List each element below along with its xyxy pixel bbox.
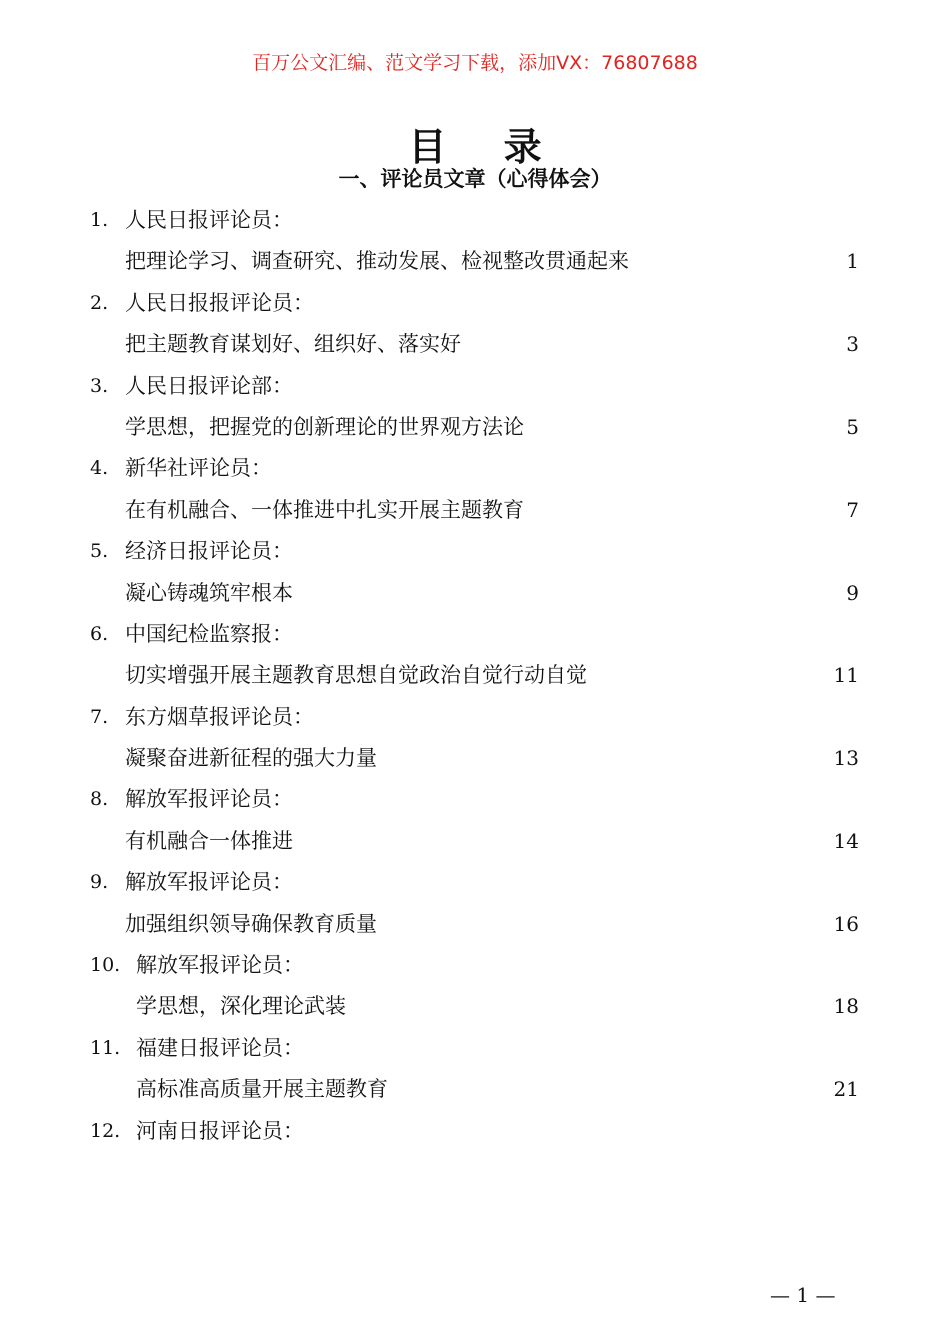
entry-title[interactable]: 有机融合一体推进: [125, 828, 293, 853]
entry-source: 人民日报评论员：: [125, 208, 293, 232]
entry-number: 9.: [90, 871, 109, 894]
entry-page: 9: [846, 580, 859, 605]
toc-title-line[interactable]: [0, 738, 950, 779]
entry-page: 3: [846, 332, 859, 357]
entry-source: 东方烟草报评论员：: [125, 704, 314, 729]
page-title: 目 录: [408, 125, 564, 169]
toc-source-line: [0, 779, 950, 820]
entry-number: 11.: [90, 1036, 121, 1059]
entry-page: 16: [833, 911, 859, 936]
entry-source: 中国纪检监察报：: [125, 621, 293, 646]
toc-title-line[interactable]: [0, 655, 950, 696]
entry-number: 7.: [90, 705, 109, 728]
toc-title-line[interactable]: [0, 573, 950, 614]
toc-source-line: [0, 366, 950, 407]
watermark-banner: 百万公文汇编、范文学习下载，添加VX：76807688: [252, 52, 698, 74]
entry-page: 1: [846, 249, 859, 274]
entry-page: 13: [833, 746, 859, 771]
entry-source: 解放军报评论员：: [136, 953, 304, 978]
toc-title-line[interactable]: [0, 986, 950, 1027]
toc-source-line: [0, 283, 950, 324]
toc-source-line: [0, 448, 950, 489]
toc-title-line[interactable]: [0, 324, 950, 365]
entry-number: 6.: [90, 622, 109, 645]
section-heading: 一、评论员文章（心得体会）: [338, 167, 612, 191]
toc-title-line[interactable]: [0, 241, 950, 282]
toc-source-line: [0, 614, 950, 655]
entry-source: 解放军报评论员：: [125, 787, 293, 812]
toc-title-line[interactable]: [0, 821, 950, 862]
entry-page: 5: [846, 414, 859, 439]
entry-title[interactable]: 高标准高质量开展主题教育: [136, 1077, 388, 1102]
entry-number: 3.: [90, 374, 109, 397]
entry-number: 12.: [90, 1119, 121, 1142]
toc-title-line[interactable]: [0, 490, 950, 531]
entry-title[interactable]: 凝聚奋进新征程的强大力量: [125, 746, 377, 771]
entry-title[interactable]: 学思想，深化理论武装: [136, 994, 346, 1019]
entry-source: 人民日报报评论员：: [125, 290, 314, 315]
toc-source-line: [0, 697, 950, 738]
toc-source-line: [0, 1028, 950, 1069]
toc-title-line[interactable]: [0, 407, 950, 448]
entry-page: 7: [846, 497, 859, 522]
entry-number: 8.: [90, 788, 109, 811]
entry-source: 河南日报评论员：: [136, 1118, 304, 1143]
table-of-contents: [0, 200, 950, 1152]
entry-number: 2.: [90, 291, 109, 314]
toc-source-line: [0, 945, 950, 986]
toc-title-line[interactable]: [0, 1069, 950, 1110]
entry-source: 解放军报评论员：: [125, 870, 293, 895]
toc-source-line: [0, 531, 950, 572]
entry-number: 5.: [90, 540, 109, 563]
entry-page: 21: [833, 1077, 859, 1102]
entry-source: 福建日报评论员：: [136, 1035, 304, 1060]
page-number-footer: — 1 —: [770, 1283, 836, 1307]
toc-source-line: [0, 200, 950, 241]
entry-title[interactable]: 把主题教育谋划好、组织好、落实好: [125, 332, 461, 357]
entry-title[interactable]: 切实增强开展主题教育思想自觉政治自觉行动自觉: [125, 663, 587, 688]
entry-title[interactable]: 凝心铸魂筑牢根本: [125, 580, 293, 605]
entry-title[interactable]: 把理论学习、调查研究、推动发展、检视整改贯通起来: [125, 249, 629, 274]
entry-number: 4.: [90, 457, 109, 480]
entry-page: 18: [833, 994, 859, 1019]
entry-source: 经济日报评论员：: [125, 539, 293, 564]
toc-source-line: [0, 862, 950, 903]
entry-page: 14: [833, 828, 859, 853]
entry-title[interactable]: 学思想，把握党的创新理论的世界观方法论: [125, 414, 524, 439]
entry-title[interactable]: 加强组织领导确保教育质量: [125, 911, 377, 936]
entry-number: 1.: [90, 209, 109, 231]
entry-source: 新华社评论员：: [125, 456, 272, 481]
entry-source: 人民日报评论部：: [125, 373, 293, 398]
toc-title-line[interactable]: [0, 904, 950, 945]
toc-source-line: [0, 1111, 950, 1152]
entry-number: 10.: [90, 954, 121, 977]
entry-page: 11: [833, 663, 859, 688]
entry-title[interactable]: 在有机融合、一体推进中扎实开展主题教育: [125, 497, 524, 522]
